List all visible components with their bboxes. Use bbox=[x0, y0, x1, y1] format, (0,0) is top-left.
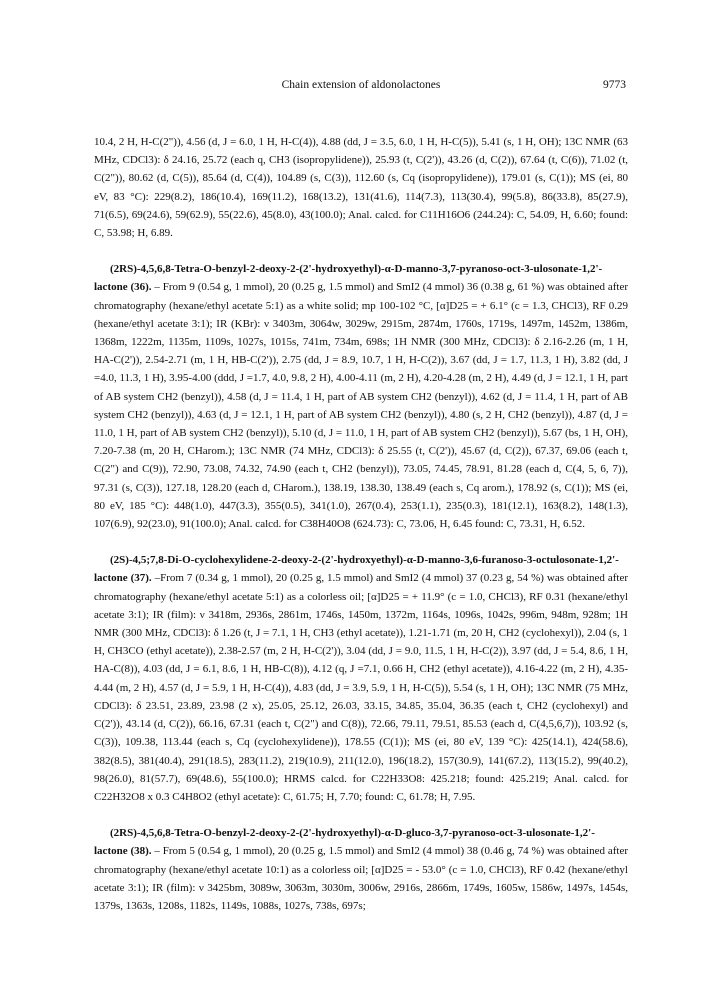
paragraph-text: – From 5 (0.54 g, 1 mmol), 20 (0.25 g, 1.5 mmol) and SmI2 (4 mmol) 38 (0.46 g, 74 %) was obtained after chromatography (hexane/ethyl acetate 10:1) as a colorless oil; [α]D25 = - 53.0° (c = 1.0, CHCl3), RF 0.42 (hexane/ethyl acetate 3:1); IR (film): ν 3425bm, 3089w, 3063m, 3030m, 3006w, 2916s, 2866m, 1749s, 1605w, 1586w, 1497s, 1454s, 1379s, 1363s, 1208s, 1182s, 1149s, 1088s, 1027s, 738s, 697s; bbox=[94, 845, 628, 912]
running-head bbox=[96, 79, 626, 95]
paragraph-compound-37 bbox=[94, 551, 628, 806]
paragraph-text: –From 7 (0.34 g, 1 mmol), 20 (0.25 g, 1.5 mmol) and SmI2 (4 mmol) 37 (0.23 g, 54 %) was obtained after chromatography (hexane/ethyl acetate 5:1) as a colorless oil; [α]D25 = + 11.9° (c = 1.0, CHCl3), RF 0.31 (hexane/ethyl acetate 3:1); IR (film): ν 3418m, 2936s, 2861m, 1746s, 1450m, 1372m, 1164s, 1096s, 1042s, 996m, 948m, 928m; 1H NMR (300 MHz, CDCl3): δ 1.26 (t, J = 7.1, 1 H, CH3 (ethyl acetate)), 1.21-1.71 (m, 20 H, CH2 (cyclohexyl)), 2.04 (s, 1 H, CH3CO (ethyl acetate)), 2.38-2.57 (m, 2 H, H-C(2')), 3.04 (dd, J = 9.0, 11.5, 1 H, H-C(2)), 3.97 (dd, J = 5.4, 8.6, 1 H, HA-C(8)), 4.03 (dd, J = 6.1, 8.6, 1 H, HB-C(8)), 4.12 (q, J =7.1, 0.66 H, CH2 (ethyl acetate)), 4.16-4.22 (m, 2 H), 4.35-4.44 (m, 2 H), 4.57 (d, J = 5.9, 1 H, H-C(4)), 4.83 (dd, J = 3.9, 5.9, 1 H, H-C(5)), 5.54 (s, 1 H, OH); 13C NMR (75 MHz, CDCl3): δ 23.51, 23.89, 23.98 (2 x), 25.05, 25.12, 26.03, 33.15, 34.85, 35.04, 36.35 (each t, CH2 (cyclohexyl) and C(2')), 43.14 (d, C(2)), 66.16, 67.31 (each t, C(2") and C(8)), 72.66, 79.11, 79.51, 85.53 (each d, C(4,5,6,7)), 103.92 (s, C(3)), 109.38, 113.44 (each s, Cq (cyclohexylidene)), 178.55 (C(1)); MS (ei, 80 eV, 139 °C): 425(14.1), 424(58.6), 382(8.5), 381(40.4), 291(18.5), 283(11.2), 219(10.9), 211(12.0), 196(18.2), 157(30.9), 141(67.2), 113(15.2), 99(40.2), 98(26.0), 81(57.7), 69(48.6), 55(100.0); HRMS calcd. for C22H33O8: 425.218; found: 425.219; Anal. calcd. for C22H32O8 x 0.3 C4H8O2 (ethyl acetate): C, 61.75; H, 7.70; found: C, 61.78; H, 7.95. bbox=[94, 572, 628, 803]
compound-heading: (2S)-4,5;7,8-Di-O-cyclohexylidene-2-deoxy-2-(2'-hydroxyethyl)-α-D-manno-3,6-furanoso-3-octulosonate-1,2'-lactone (37). bbox=[94, 554, 619, 585]
body-text bbox=[94, 133, 628, 933]
paragraph-text: – From 9 (0.54 g, 1 mmol), 20 (0.25 g, 1.5 mmol) and SmI2 (4 mmol) 36 (0.38 g, 61 %) was obtained after chromatography (hexane/ethyl acetate 5:1) as a white solid; mp 100-102 °C, [α]D25 = + 6.1° (c = 1.3, CHCl3), RF 0.29 (hexane/ethyl acetate 3:1); IR (KBr): ν 3403m, 3064w, 3029w, 2915m, 2874m, 1760s, 1719s, 1497m, 1452m, 1386m, 1368m, 1222m, 1135m, 1109s, 1027s, 1015s, 741m, 734m, 698s; 1H NMR (300 MHz, CDCl3): δ 2.16-2.26 (m, 1 H, HA-C(2')), 2.54-2.71 (m, 1 H, HB-C(2')), 2.75 (dd, J = 8.9, 10.7, 1 H, H-C(2)), 3.67 (dd, J = 1.7, 11.3, 1 H), 3.82 (dd, J =4.0, 11.3, 1 H), 3.95-4.00 (ddd, J =1.7, 4.0, 9.8, 2 H), 4.00-4.11 (m, 2 H), 4.20-4.28 (m, 2 H), 4.49 (d, J = 12.1, 1 H, part of AB system CH2 (benzyl)), 4.58 (d, J = 11.4, 1 H, part of AB system CH2 (benzyl)), 4.62 (d, J = 11.4, 1 H, part of AB system CH2 (benzyl)), 4.63 (d, J = 12.1, 1 H, part of AB system CH2 (benzyl)), 4.80 (s, 2 H, CH2 (benzyl)), 4.87 (d, J = 11.0, 1 H, part of AB system CH2 (benzyl)), 5.10 (d, J = 11.0, 1 H, part of AB system CH2 (benzyl)), 5.67 (bs, 1 H, OH), 7.20-7.38 (m, 20 H, CHarom.); 13C NMR (74 MHz, CDCl3): δ 25.55 (t, C(2')), 45.67 (d, C(2)), 67.37, 69.06 (each t, C(2") and C(9)), 72.90, 73.08, 74.32, 74.90 (each t, CH2 (benzyl)), 73.05, 74.45, 78.91, 81.28 (each d, C(4, 5, 6, 7)), 97.31 (s, C(3)), 127.18, 128.20 (each d, CHarom.), 138.19, 138.30, 138.49 (each s, Cq arom.), 178.92 (s, C(1)); MS (ei, 80 eV, 185 °C): 448(1.0), 447(3.3), 355(0.5), 341(1.0), 267(0.4), 253(1.1), 235(0.3), 181(12.1), 163(8.2), 148(1.3), 107(6.9), 92(23.0), 91(100.0); Anal. calcd. for C38H40O8 (624.73): C, 73.06, H, 6.45 found: C, 73.31, H, 6.52. bbox=[94, 281, 628, 531]
page-number: 9773 bbox=[603, 79, 626, 91]
paragraph-continued bbox=[94, 133, 628, 242]
compound-heading: (2RS)-4,5,6,8-Tetra-O-benzyl-2-deoxy-2-(2'-hydroxyethyl)-α-D-gluco-3,7-pyranoso-oct-3-ulosonate-1,2'-lactone (38). bbox=[94, 827, 595, 858]
running-title: Chain extension of aldonolactones bbox=[281, 79, 441, 91]
paragraph-compound-38 bbox=[94, 824, 628, 915]
paragraph-compound-36 bbox=[94, 260, 628, 533]
paragraph-text: 10.4, 2 H, H-C(2")), 4.56 (d, J = 6.0, 1 H, H-C(4)), 4.88 (dd, J = 3.5, 6.0, 1 H, H-C(5)), 5.41 (s, 1 H, OH); 13C NMR (63 MHz, CDCl3): δ 24.16, 25.72 (each q, CH3 (isopropylidene)), 25.93 (t, C(2')), 43.26 (d, C(2)), 67.64 (t, C(6)), 71.02 (t, C(2")), 80.62 (d, C(5)), 85.64 (d, C(4)), 104.89 (s, C(3)), 112.60 (s, Cq (isopropylidene)), 179.01 (s, C(1)); MS (ei, 80 eV, 83 °C): 229(8.2), 186(10.4), 169(11.2), 168(13.2), 131(41.6), 114(7.3), 113(30.4), 99(5.8), 86(33.8), 85(27.9), 71(6.5), 69(24.6), 59(62.9), 55(22.6), 45(8.0), 43(100.0); Anal. calcd. for C11H16O6 (244.24): C, 54.09, H, 6.60; found: C, 53.98; H, 6.89. bbox=[94, 136, 628, 240]
compound-heading: (2RS)-4,5,6,8-Tetra-O-benzyl-2-deoxy-2-(2'-hydroxyethyl)-α-D-manno-3,7-pyranoso-oct-3-ulosonate-1,2'-lactone (36). bbox=[94, 263, 603, 294]
